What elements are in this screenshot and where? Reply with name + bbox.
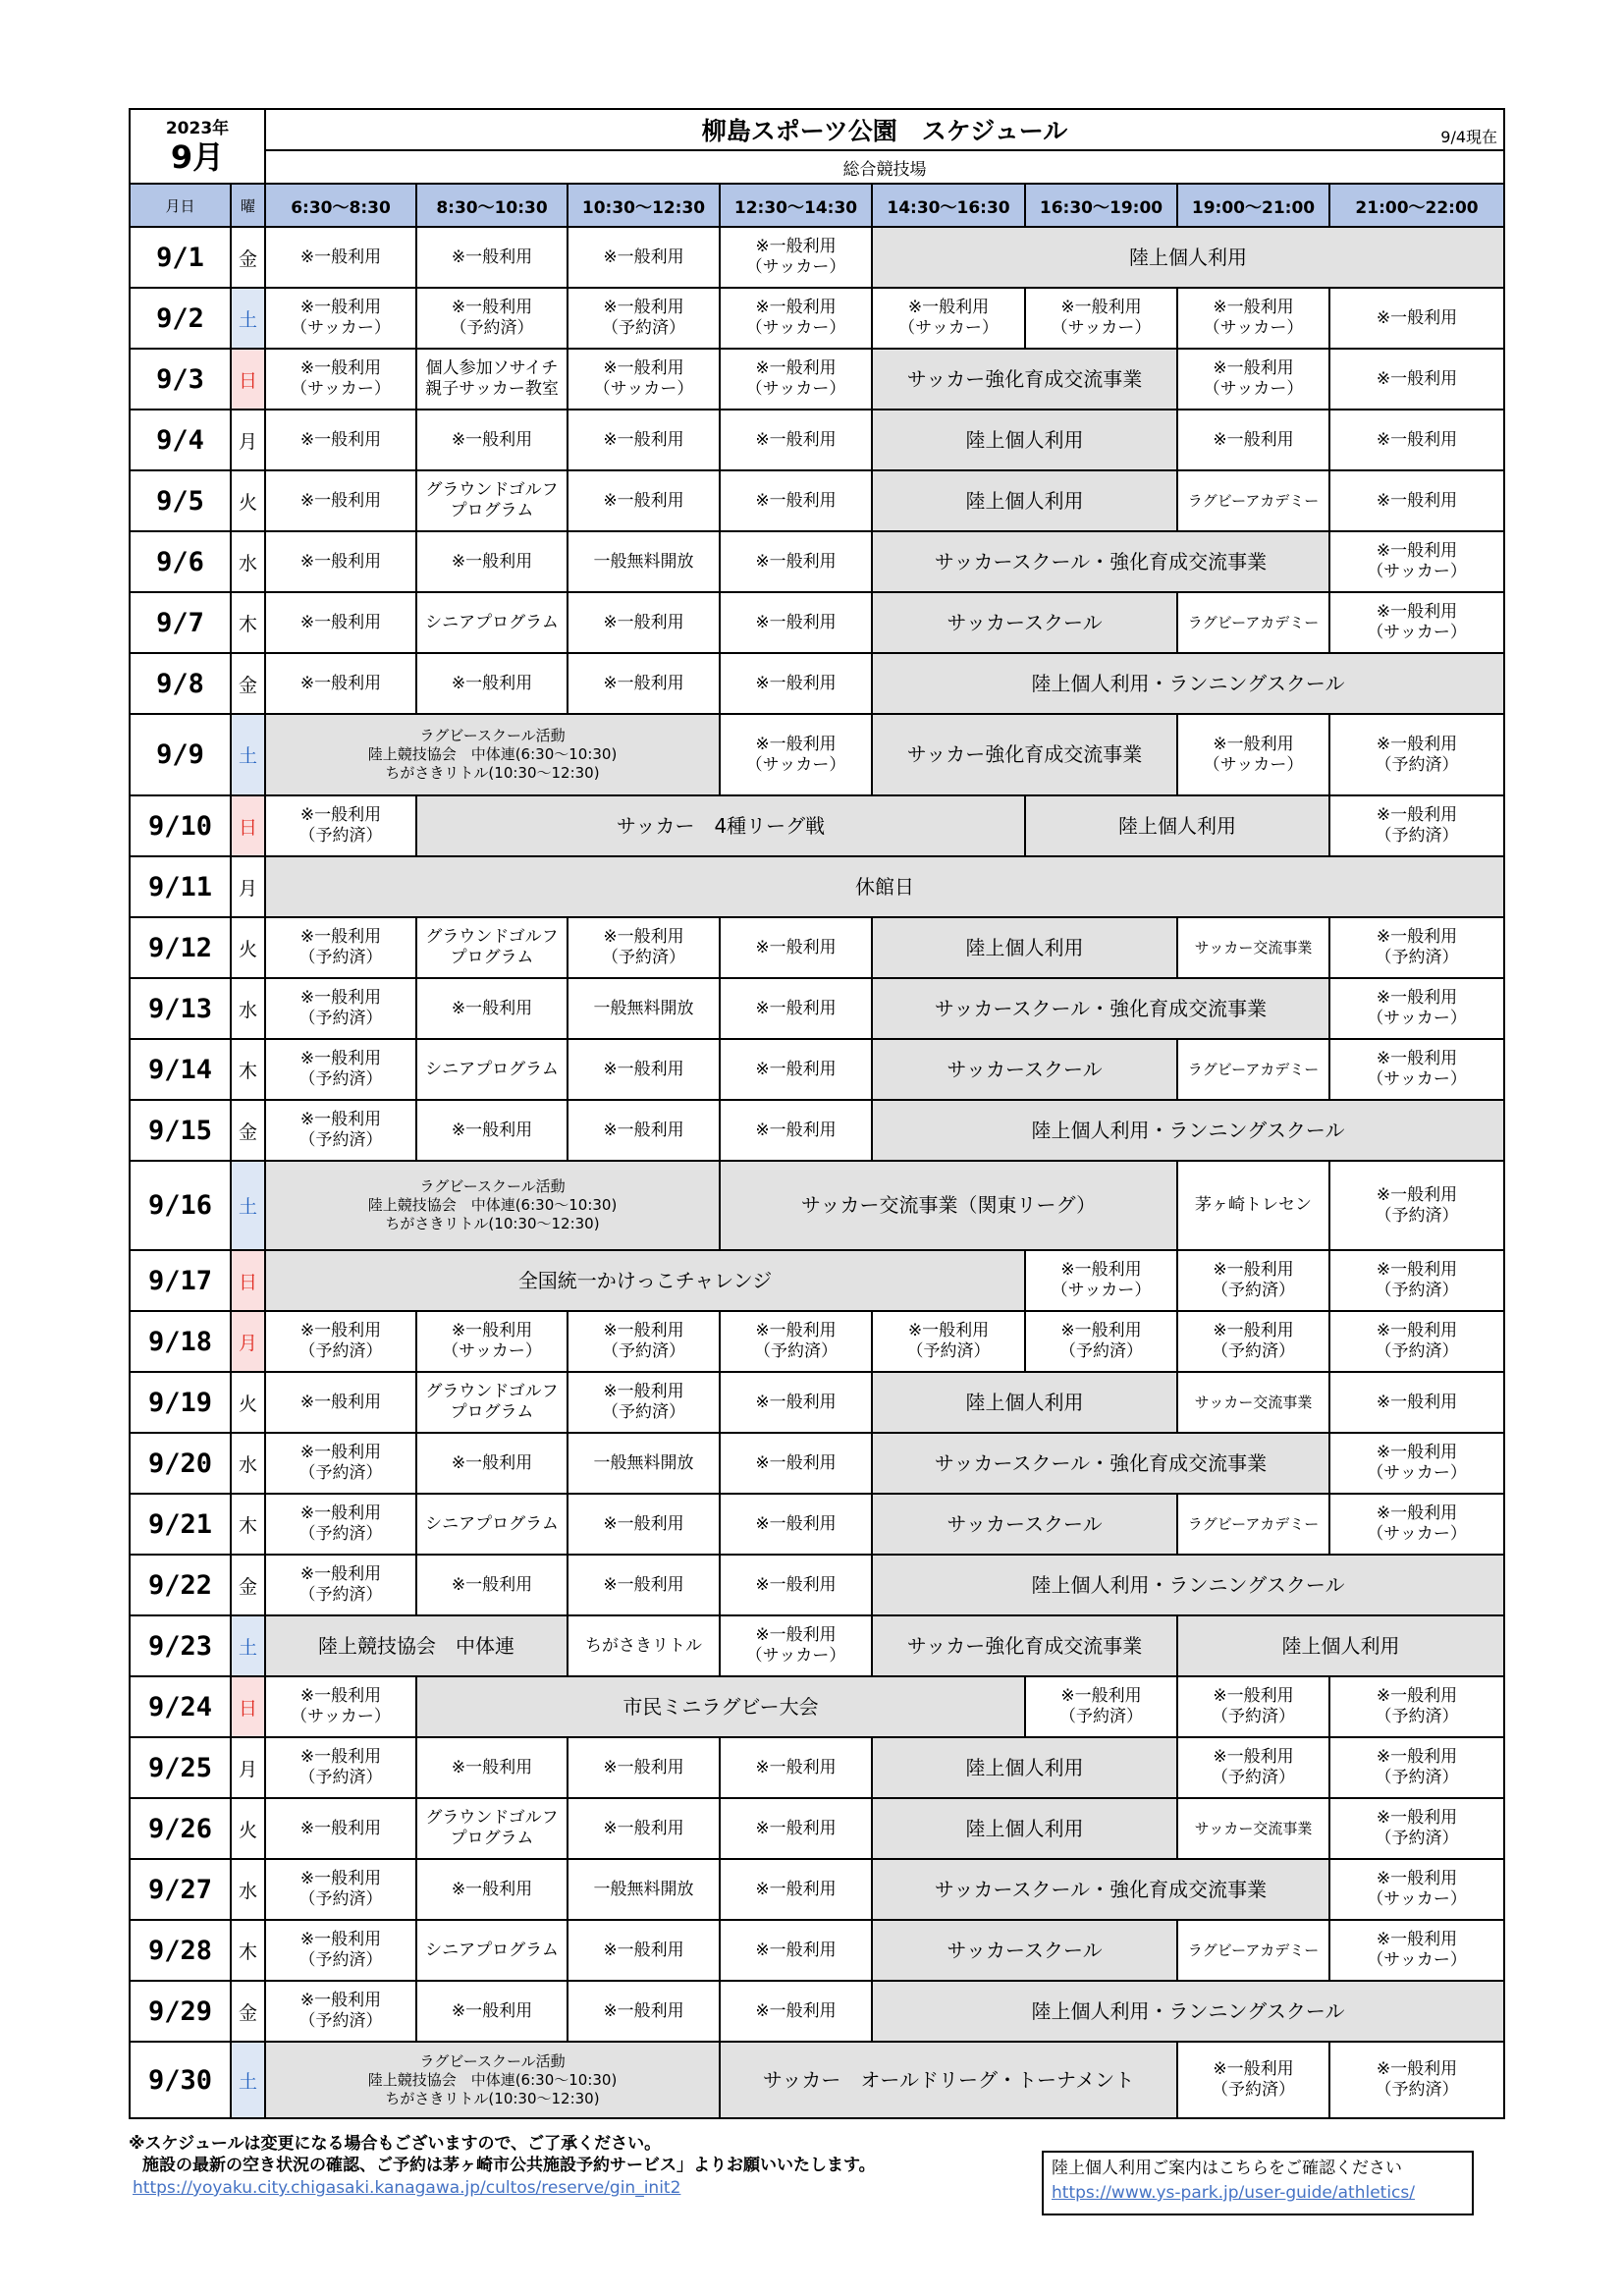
slot-cell: ※一般利用 — [568, 1981, 720, 2042]
slot-cell: ※一般利用 — [416, 410, 568, 470]
row-weekday: 土 — [231, 288, 265, 349]
row-date: 9/22 — [130, 1555, 231, 1615]
slot-cell: ※一般利用 （予約済） — [265, 1039, 416, 1100]
slot-cell: ※一般利用 （予約済） — [265, 1433, 416, 1494]
booked-block: サッカー強化育成交流事業 — [872, 1615, 1177, 1676]
slot-cell: ※一般利用 （予約済） — [1329, 1311, 1504, 1372]
slot-cell: ※一般利用 — [568, 1555, 720, 1615]
slot-cell: ※一般利用 （サッカー） — [1329, 1494, 1504, 1555]
slot-cell: ※一般利用 — [416, 1981, 568, 2042]
row-weekday: 月 — [231, 410, 265, 470]
slot-cell: ※一般利用 — [720, 1100, 872, 1161]
slot-cell: ※一般利用 （サッカー） — [416, 1311, 568, 1372]
row-date: 9/17 — [130, 1250, 231, 1311]
slot-cell: ※一般利用 — [265, 531, 416, 592]
schedule-row — [130, 1372, 1504, 1433]
slot-cell: ※一般利用 （サッカー） — [720, 227, 872, 288]
column-header-slot: 16:30～19:00 — [1025, 184, 1177, 227]
booked-block: サッカースクール・強化育成交流事業 — [872, 978, 1329, 1039]
slot-cell: ※一般利用 （サッカー） — [1329, 1433, 1504, 1494]
slot-cell: ※一般利用 （予約済） — [1329, 1737, 1504, 1798]
slot-cell: ※一般利用 — [1329, 1372, 1504, 1433]
booked-block: 陸上個人利用・ランニングスクール — [872, 1555, 1504, 1615]
slot-cell: ※一般利用 （サッカー） — [1329, 1859, 1504, 1920]
slot-cell: ※一般利用 （予約済） — [568, 1372, 720, 1433]
booked-block: 陸上個人利用 — [872, 410, 1177, 470]
slot-cell: 一般無料開放 — [568, 531, 720, 592]
reservation-link[interactable]: https://yoyaku.city.chigasaki.kanagawa.jp/cultos/reserve/gin_init2 — [133, 2178, 681, 2198]
slot-cell: ※一般利用 （サッカー） — [720, 1615, 872, 1676]
row-weekday: 金 — [231, 1981, 265, 2042]
booked-block: 全国統一かけっこチャレンジ — [265, 1250, 1025, 1311]
slot-cell: ※一般利用 （サッカー） — [1329, 531, 1504, 592]
slot-cell: ※一般利用 — [416, 1737, 568, 1798]
slot-cell: シニアプログラム — [416, 1920, 568, 1981]
slot-cell: ※一般利用 （予約済） — [568, 288, 720, 349]
slot-cell: ※一般利用 — [720, 917, 872, 978]
row-weekday: 火 — [231, 917, 265, 978]
slot-cell: ※一般利用 （予約済） — [265, 1920, 416, 1981]
slot-cell: ※一般利用 （予約済） — [265, 795, 416, 856]
row-weekday: 金 — [231, 1100, 265, 1161]
schedule-row — [130, 1859, 1504, 1920]
slot-cell: ※一般利用 — [568, 227, 720, 288]
slot-cell: ※一般利用 （サッカー） — [1177, 349, 1329, 410]
row-date: 9/3 — [130, 349, 231, 410]
slot-cell: ※一般利用 （予約済） — [1025, 1311, 1177, 1372]
slot-cell: ※一般利用 （サッカー） — [568, 349, 720, 410]
row-date: 9/11 — [130, 856, 231, 917]
slot-cell: グラウンドゴルフ プログラム — [416, 470, 568, 531]
slot-cell: ※一般利用 （サッカー） — [265, 288, 416, 349]
row-weekday: 土 — [231, 2042, 265, 2118]
slot-cell: サッカー交流事業 — [1177, 1798, 1329, 1859]
booked-block: サッカースクール・強化育成交流事業 — [872, 1433, 1329, 1494]
row-weekday: 水 — [231, 1433, 265, 1494]
page-title: 柳島スポーツ公園 スケジュール — [701, 117, 1068, 145]
booked-block: 陸上個人利用 — [872, 1798, 1177, 1859]
booked-block: 市民ミニラグビー大会 — [416, 1676, 1025, 1737]
schedule-row — [130, 2042, 1504, 2118]
row-date: 9/18 — [130, 1311, 231, 1372]
slot-cell: ラグビーアカデミー — [1177, 1494, 1329, 1555]
slot-cell: ※一般利用 （予約済） — [265, 1859, 416, 1920]
row-date: 9/9 — [130, 714, 231, 795]
athletics-info-text: 陸上個人利用ご案内はこちらをご確認ください — [1052, 2159, 1402, 2178]
slot-cell: ちがさきリトル — [568, 1615, 720, 1676]
slot-cell: ※一般利用 （予約済） — [416, 288, 568, 349]
slot-cell: ※一般利用 — [1177, 410, 1329, 470]
booked-block: サッカースクール — [872, 1039, 1177, 1100]
slot-cell: ※一般利用 （サッカー） — [720, 714, 872, 795]
row-date: 9/23 — [130, 1615, 231, 1676]
schedule-row — [130, 1494, 1504, 1555]
slot-cell: ※一般利用 （予約済） — [1329, 1161, 1504, 1250]
slot-cell: ※一般利用 （予約済） — [1177, 1311, 1329, 1372]
row-date: 9/24 — [130, 1676, 231, 1737]
slot-cell: ※一般利用 （予約済） — [1329, 917, 1504, 978]
row-date: 9/15 — [130, 1100, 231, 1161]
slot-cell: ※一般利用 — [568, 1737, 720, 1798]
row-weekday: 日 — [231, 349, 265, 410]
row-weekday: 水 — [231, 978, 265, 1039]
slot-cell: ※一般利用 （予約済） — [1177, 1676, 1329, 1737]
booked-block: サッカースクール — [872, 1494, 1177, 1555]
schedule-row — [130, 410, 1504, 470]
slot-cell: シニアプログラム — [416, 592, 568, 653]
slot-cell: ※一般利用 — [416, 227, 568, 288]
column-header-slot: 12:30～14:30 — [720, 184, 872, 227]
slot-cell: ※一般利用 （予約済） — [265, 917, 416, 978]
venue-row — [130, 150, 1504, 184]
row-date: 9/13 — [130, 978, 231, 1039]
row-weekday: 日 — [231, 1676, 265, 1737]
slot-cell: ※一般利用 — [265, 592, 416, 653]
slot-cell: ※一般利用 （予約済） — [1329, 714, 1504, 795]
slot-cell: ※一般利用 — [720, 531, 872, 592]
row-weekday: 水 — [231, 531, 265, 592]
reservation-notice: 施設の最新の空き状況の確認、ご予約は茅ヶ崎市公共施設予約サービス」よりお願いいたします。 — [142, 2156, 876, 2175]
slot-cell: ※一般利用 — [265, 653, 416, 714]
slot-cell: ※一般利用 （予約済） — [265, 978, 416, 1039]
slot-cell: ※一般利用 （予約済） — [568, 1311, 720, 1372]
slot-cell: ※一般利用 （予約済） — [265, 1737, 416, 1798]
change-notice: ※スケジュールは変更になる場合もございますので、ご了承ください。 — [129, 2134, 662, 2154]
booked-block: 陸上個人利用 — [1177, 1615, 1504, 1676]
row-weekday: 月 — [231, 856, 265, 917]
row-date: 9/8 — [130, 653, 231, 714]
row-weekday: 火 — [231, 470, 265, 531]
schedule-row — [130, 795, 1504, 856]
column-header-slot: 10:30～12:30 — [568, 184, 720, 227]
column-header-date: 月日 — [130, 184, 231, 227]
schedule-row — [130, 1981, 1504, 2042]
row-weekday: 水 — [231, 1859, 265, 1920]
schedule-row — [130, 1161, 1504, 1250]
slot-cell: ※一般利用 — [416, 978, 568, 1039]
slot-cell: ※一般利用 （予約済） — [265, 1311, 416, 1372]
schedule-row — [130, 1920, 1504, 1981]
schedule-row — [130, 1798, 1504, 1859]
schedule-row — [130, 1250, 1504, 1311]
year-label: 2023年 — [165, 119, 230, 138]
slot-cell: ※一般利用 — [720, 1555, 872, 1615]
row-weekday: 木 — [231, 1920, 265, 1981]
row-date: 9/1 — [130, 227, 231, 288]
schedule-row — [130, 856, 1504, 917]
booked-block: ラグビースクール活動 陸上競技協会 中体連(6:30～10:30) ちがさきリトル(10:30～12:30) — [265, 714, 720, 795]
row-date: 9/10 — [130, 795, 231, 856]
column-header-slot: 14:30～16:30 — [872, 184, 1025, 227]
slot-cell: ※一般利用 — [720, 1981, 872, 2042]
booked-block: 陸上個人利用 — [872, 227, 1504, 288]
slot-cell: ※一般利用 （予約済） — [1177, 1737, 1329, 1798]
row-date: 9/29 — [130, 1981, 231, 2042]
row-date: 9/26 — [130, 1798, 231, 1859]
slot-cell: ※一般利用 （サッカー） — [1329, 1039, 1504, 1100]
slot-cell: ※一般利用 — [720, 1039, 872, 1100]
slot-cell: ※一般利用 — [568, 653, 720, 714]
slot-cell: ※一般利用 — [416, 1555, 568, 1615]
slot-cell: ラグビーアカデミー — [1177, 470, 1329, 531]
row-date: 9/27 — [130, 1859, 231, 1920]
booked-block: 陸上個人利用・ランニングスクール — [872, 1981, 1504, 2042]
row-weekday: 火 — [231, 1798, 265, 1859]
slot-cell: ※一般利用 — [720, 1433, 872, 1494]
column-header-slot: 8:30～10:30 — [416, 184, 568, 227]
slot-cell: ※一般利用 — [416, 653, 568, 714]
slot-cell: ※一般利用 — [720, 410, 872, 470]
row-weekday: 火 — [231, 1372, 265, 1433]
row-weekday: 金 — [231, 1555, 265, 1615]
row-date: 9/5 — [130, 470, 231, 531]
column-header-slot: 19:00～21:00 — [1177, 184, 1329, 227]
row-weekday: 日 — [231, 1250, 265, 1311]
slot-cell: シニアプログラム — [416, 1494, 568, 1555]
slot-cell: ※一般利用 — [720, 1372, 872, 1433]
slot-cell: グラウンドゴルフ プログラム — [416, 917, 568, 978]
booked-block: ラグビースクール活動 陸上競技協会 中体連(6:30～10:30) ちがさきリトル(10:30～12:30) — [265, 1161, 720, 1250]
slot-cell: ※一般利用 — [720, 1798, 872, 1859]
title-row — [130, 109, 1504, 150]
as-of-date: 9/4現在 — [1440, 128, 1498, 146]
row-date: 9/30 — [130, 2042, 231, 2118]
athletics-guide-link[interactable]: https://www.ys-park.jp/user-guide/athletics/ — [1052, 2183, 1415, 2203]
schedule-sheet — [129, 108, 1503, 2119]
slot-cell: ※一般利用 — [568, 1798, 720, 1859]
schedule-row — [130, 1737, 1504, 1798]
slot-cell: ※一般利用 （予約済） — [1329, 1798, 1504, 1859]
slot-cell: ※一般利用 （予約済） — [720, 1311, 872, 1372]
slot-cell: ※一般利用 （予約済） — [1025, 1676, 1177, 1737]
slot-cell: 一般無料開放 — [568, 1433, 720, 1494]
row-date: 9/2 — [130, 288, 231, 349]
booked-block: 休館日 — [265, 856, 1504, 917]
slot-cell: ※一般利用 — [568, 1494, 720, 1555]
row-weekday: 月 — [231, 1737, 265, 1798]
row-date: 9/25 — [130, 1737, 231, 1798]
slot-cell: ※一般利用 （サッカー） — [1177, 288, 1329, 349]
slot-cell: ラグビーアカデミー — [1177, 1920, 1329, 1981]
row-weekday: 土 — [231, 714, 265, 795]
booked-block: 陸上個人利用 — [872, 470, 1177, 531]
booked-block: 陸上個人利用・ランニングスクール — [872, 1100, 1504, 1161]
slot-cell: ※一般利用 （サッカー） — [1025, 288, 1177, 349]
booked-block: サッカー交流事業（関東リーグ） — [720, 1161, 1177, 1250]
schedule-row — [130, 288, 1504, 349]
row-weekday: 土 — [231, 1615, 265, 1676]
booked-block: サッカースクール — [872, 1920, 1177, 1981]
row-date: 9/16 — [130, 1161, 231, 1250]
row-date: 9/4 — [130, 410, 231, 470]
booked-block: ラグビースクール活動 陸上競技協会 中体連(6:30～10:30) ちがさきリトル(10:30～12:30) — [265, 2042, 720, 2118]
booked-block: サッカー強化育成交流事業 — [872, 714, 1177, 795]
row-weekday: 金 — [231, 227, 265, 288]
slot-cell: ※一般利用 （予約済） — [1329, 795, 1504, 856]
slot-cell: ※一般利用 （予約済） — [1177, 1250, 1329, 1311]
year-month-cell — [130, 109, 265, 184]
slot-cell: グラウンドゴルフ プログラム — [416, 1372, 568, 1433]
column-header-slot: 6:30～8:30 — [265, 184, 416, 227]
column-header-dow: 曜 — [231, 184, 265, 227]
slot-cell: ラグビーアカデミー — [1177, 1039, 1329, 1100]
booked-block: 陸上個人利用 — [872, 1737, 1177, 1798]
schedule-row — [130, 349, 1504, 410]
slot-cell: ※一般利用 — [1329, 288, 1504, 349]
booked-block: サッカースクール・強化育成交流事業 — [872, 1859, 1329, 1920]
slot-cell: ※一般利用 — [720, 1737, 872, 1798]
slot-cell: ※一般利用 — [416, 1859, 568, 1920]
column-header-slot: 21:00～22:00 — [1329, 184, 1504, 227]
booked-block: 陸上競技協会 中体連 — [265, 1615, 568, 1676]
slot-cell: ※一般利用 — [265, 227, 416, 288]
schedule-row — [130, 1676, 1504, 1737]
slot-cell: ※一般利用 — [720, 1920, 872, 1981]
slot-cell: ※一般利用 — [720, 978, 872, 1039]
slot-cell: ※一般利用 — [265, 410, 416, 470]
slot-cell: ※一般利用 （予約済） — [265, 1981, 416, 2042]
row-weekday: 日 — [231, 795, 265, 856]
slot-cell: ※一般利用 — [720, 1494, 872, 1555]
slot-cell: ※一般利用 （予約済） — [568, 917, 720, 978]
booked-block: 陸上個人利用・ランニングスクール — [872, 653, 1504, 714]
booked-block: サッカースクール・強化育成交流事業 — [872, 531, 1329, 592]
slot-cell: ※一般利用 — [720, 470, 872, 531]
slot-cell: ※一般利用 （サッカー） — [872, 288, 1025, 349]
slot-cell: ※一般利用 （サッカー） — [1329, 592, 1504, 653]
schedule-row — [130, 1100, 1504, 1161]
slot-cell: ※一般利用 （予約済） — [1329, 1676, 1504, 1737]
column-header-row — [130, 184, 1504, 227]
booked-block: 陸上個人利用 — [872, 917, 1177, 978]
row-date: 9/6 — [130, 531, 231, 592]
schedule-row — [130, 714, 1504, 795]
slot-cell: 一般無料開放 — [568, 978, 720, 1039]
slot-cell: ※一般利用 — [568, 470, 720, 531]
booked-block: サッカー強化育成交流事業 — [872, 349, 1177, 410]
slot-cell: ラグビーアカデミー — [1177, 592, 1329, 653]
slot-cell: グラウンドゴルフ プログラム — [416, 1798, 568, 1859]
row-date: 9/12 — [130, 917, 231, 978]
row-date: 9/14 — [130, 1039, 231, 1100]
slot-cell: ※一般利用 （サッカー） — [1329, 978, 1504, 1039]
slot-cell: ※一般利用 — [568, 592, 720, 653]
booked-block: 陸上個人利用 — [1025, 795, 1329, 856]
slot-cell: ※一般利用 （予約済） — [1329, 1250, 1504, 1311]
slot-cell: ※一般利用 — [265, 470, 416, 531]
booked-block: サッカー 4種リーグ戦 — [416, 795, 1025, 856]
row-date: 9/21 — [130, 1494, 231, 1555]
schedule-row — [130, 1615, 1504, 1676]
row-date: 9/20 — [130, 1433, 231, 1494]
slot-cell: ※一般利用 — [720, 592, 872, 653]
row-weekday: 木 — [231, 1039, 265, 1100]
schedule-row — [130, 1555, 1504, 1615]
schedule-row — [130, 917, 1504, 978]
schedule-row — [130, 653, 1504, 714]
row-weekday: 月 — [231, 1311, 265, 1372]
slot-cell: ※一般利用 （サッカー） — [1025, 1250, 1177, 1311]
slot-cell: ※一般利用 — [568, 410, 720, 470]
slot-cell: ※一般利用 （サッカー） — [1177, 714, 1329, 795]
row-date: 9/28 — [130, 1920, 231, 1981]
slot-cell: シニアプログラム — [416, 1039, 568, 1100]
booked-block: サッカースクール — [872, 592, 1177, 653]
slot-cell: サッカー交流事業 — [1177, 1372, 1329, 1433]
month-label: 9月 — [170, 138, 225, 176]
slot-cell: ※一般利用 （サッカー） — [265, 1676, 416, 1737]
slot-cell: ※一般利用 — [568, 1100, 720, 1161]
slot-cell: ※一般利用 — [720, 653, 872, 714]
schedule-row — [130, 978, 1504, 1039]
slot-cell: ※一般利用 — [568, 1920, 720, 1981]
schedule-row — [130, 1433, 1504, 1494]
row-weekday: 木 — [231, 592, 265, 653]
row-weekday: 土 — [231, 1161, 265, 1250]
slot-cell: ※一般利用 — [1329, 470, 1504, 531]
slot-cell: ※一般利用 — [416, 1100, 568, 1161]
row-weekday: 金 — [231, 653, 265, 714]
slot-cell: ※一般利用 — [1329, 349, 1504, 410]
schedule-row — [130, 1311, 1504, 1372]
slot-cell: 一般無料開放 — [568, 1859, 720, 1920]
slot-cell: ※一般利用 （予約済） — [265, 1494, 416, 1555]
title-cell — [265, 109, 1504, 150]
slot-cell: ※一般利用 （予約済） — [265, 1100, 416, 1161]
slot-cell: ※一般利用 （予約済） — [872, 1311, 1025, 1372]
schedule-row — [130, 592, 1504, 653]
row-date: 9/19 — [130, 1372, 231, 1433]
booked-block: 陸上個人利用 — [872, 1372, 1177, 1433]
slot-cell: ※一般利用 （予約済） — [1177, 2042, 1329, 2118]
slot-cell: ※一般利用 — [1329, 410, 1504, 470]
slot-cell: 茅ヶ崎トレセン — [1177, 1161, 1329, 1250]
schedule-row — [130, 531, 1504, 592]
slot-cell: ※一般利用 — [568, 1039, 720, 1100]
slot-cell: ※一般利用 — [265, 1372, 416, 1433]
booked-block: サッカー オールドリーグ・トーナメント — [720, 2042, 1177, 2118]
schedule-row — [130, 470, 1504, 531]
athletics-info-box — [1042, 2151, 1474, 2215]
schedule-table — [129, 108, 1505, 2119]
slot-cell: ※一般利用 — [720, 1859, 872, 1920]
slot-cell: ※一般利用 （サッカー） — [720, 288, 872, 349]
slot-cell: ※一般利用 （予約済） — [265, 1555, 416, 1615]
slot-cell: ※一般利用 — [416, 1433, 568, 1494]
schedule-row — [130, 227, 1504, 288]
slot-cell: ※一般利用 （サッカー） — [720, 349, 872, 410]
slot-cell: ※一般利用 （予約済） — [1329, 2042, 1504, 2118]
venue-label: 総合競技場 — [265, 150, 1504, 184]
slot-cell: ※一般利用 （サッカー） — [1329, 1920, 1504, 1981]
slot-cell: ※一般利用 — [265, 1798, 416, 1859]
row-date: 9/7 — [130, 592, 231, 653]
slot-cell: 個人参加ソサイチ 親子サッカー教室 — [416, 349, 568, 410]
schedule-row — [130, 1039, 1504, 1100]
slot-cell: サッカー交流事業 — [1177, 917, 1329, 978]
slot-cell: ※一般利用 （サッカー） — [265, 349, 416, 410]
row-weekday: 木 — [231, 1494, 265, 1555]
slot-cell: ※一般利用 — [416, 531, 568, 592]
